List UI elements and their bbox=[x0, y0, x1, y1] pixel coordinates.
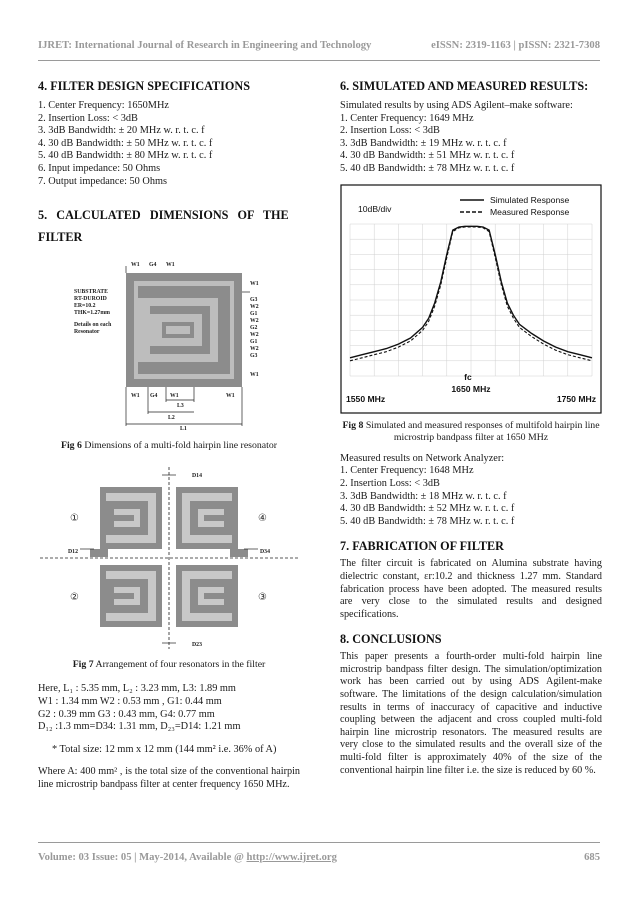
chart-x-tick: 1650 MHz bbox=[451, 383, 491, 394]
footer-rule bbox=[38, 842, 600, 843]
spec-item: 4. 30 dB Bandwidth: ± 50 MHz w. r. t. c. f bbox=[38, 137, 213, 149]
sim-item: 3. 3dB Bandwidth: ± 19 MHz w. r. t. c. f bbox=[340, 137, 507, 149]
legend-simulated: Simulated Response bbox=[490, 194, 570, 205]
fig6-substrate-line: SUBSTRATE bbox=[74, 289, 109, 296]
fig8-chart-svg bbox=[340, 184, 602, 414]
section4-title: 4. FILTER DESIGN SPECIFICATIONS bbox=[38, 79, 250, 93]
fig6-detail-line: Resonator bbox=[74, 329, 100, 336]
footer-prefix: Volume: 03 Issue: 05 | May-2014, Available @ bbox=[38, 852, 247, 863]
section8-title: 8. CONCLUSIONS bbox=[340, 632, 442, 647]
fig7-figure bbox=[38, 465, 300, 651]
fig6-right-label: G1 bbox=[250, 339, 258, 346]
where-paragraph: Where A: 400 mm² , is the total size of the conventional hairpin line microstrip bandpass filter at center frequency 1650 MHz. bbox=[38, 766, 300, 790]
section7-title: 7. FABRICATION OF FILTER bbox=[340, 539, 504, 554]
fig6-caption-text: Dimensions of a multi-fold hairpin line resonator bbox=[81, 440, 278, 452]
meas-item: 4. 30 dB Bandwidth: ± 52 MHz w. r. t. c. f bbox=[340, 503, 515, 515]
fig7-caption bbox=[38, 659, 300, 672]
fig6-right-label: W2 bbox=[250, 332, 259, 339]
fig6-right-label: G2 bbox=[250, 325, 258, 332]
issn: eISSN: 2319-1163 | pISSN: 2321-7308 bbox=[431, 40, 600, 51]
fig6-bottom-label: W1 bbox=[170, 393, 179, 400]
meas-intro: Measured results on Network Analyzer: bbox=[340, 452, 505, 464]
fig6-right-label: W2 bbox=[250, 346, 259, 353]
meas-item: 2. Insertion Loss: < 3dB bbox=[340, 477, 440, 489]
fig6-bottom-label: W1 bbox=[226, 393, 235, 400]
dimension-line: Here, L₁ : 5.35 mm, L₂ : 3.23 mm, L3: 1.89 mm bbox=[38, 683, 236, 695]
running-footer bbox=[38, 852, 600, 863]
dimension-line: G2 : 0.39 mm G3 : 0.43 mm, G4: 0.77 mm bbox=[38, 708, 215, 720]
sim-item: 4. 30 dB Bandwidth: ± 51 MHz w. r. t. c. f bbox=[340, 150, 515, 162]
fig6-dim-label: L3 bbox=[177, 403, 184, 410]
journal-name: IJRET: International Journal of Research in Engineering and Technology bbox=[38, 40, 372, 51]
fig6-right-label: W2 bbox=[250, 318, 259, 325]
fig6-substrate-line: ER=10.2 bbox=[74, 303, 96, 310]
section6-title: 6. SIMULATED AND MEASURED RESULTS: bbox=[340, 79, 589, 93]
fig7-port: ③ bbox=[258, 591, 267, 603]
fig6-detail-line: Details on each bbox=[74, 322, 112, 329]
spec-item: 6. Input impedance: 50 Ohms bbox=[38, 162, 161, 174]
chart-x-tick: 1750 MHz bbox=[556, 393, 596, 404]
sim-item: 5. 40 dB Bandwidth: ± 78 MHz w. r. t. c. f bbox=[340, 162, 515, 174]
fig6-right-label: W2 bbox=[250, 304, 259, 311]
fig6-figure bbox=[38, 254, 300, 430]
section5-title bbox=[38, 204, 300, 248]
fig7-label: D34 bbox=[260, 548, 270, 555]
section7-text: The filter circuit is fabricated on Alumina substrate having dielectric constant, εr:10.2 and thickness 1.27 mm. Standard fabrication process have been adopted. The measured results are very close to the simulated results and designed specifications. bbox=[340, 558, 602, 620]
fig7-caption-text: Arrangement of four resonators in the filter bbox=[93, 658, 266, 670]
fig6-substrate-line: RT-DUROID bbox=[74, 296, 107, 303]
fig8-caption bbox=[340, 420, 602, 445]
spec-item: 5. 40 dB Bandwidth: ± 80 MHz w. r. t. c. f bbox=[38, 150, 213, 162]
fig6-caption bbox=[38, 440, 300, 453]
right-column bbox=[340, 78, 602, 777]
total-size: * Total size: 12 mm x 12 mm (144 mm² i.e. 36% of A) bbox=[52, 743, 277, 755]
section5-title-line1: 5. CALCULATED DIMENSIONS OF THE bbox=[38, 208, 289, 223]
running-header bbox=[38, 40, 600, 51]
fig7-label: D14 bbox=[192, 472, 202, 479]
fig6-right-label: G3 bbox=[250, 297, 258, 304]
spec-item: 7. Output impedance: 50 Ohms bbox=[38, 175, 167, 187]
fig6-dim-label: L1 bbox=[180, 426, 187, 431]
fig6-right-label: G3 bbox=[250, 353, 258, 360]
header-rule bbox=[38, 60, 600, 61]
legend-measured: Measured Response bbox=[490, 206, 570, 217]
fig8-chart bbox=[340, 184, 602, 414]
sim-item: 2. Insertion Loss: < 3dB bbox=[340, 125, 440, 137]
spec-item: 1. Center Frequency: 1650MHz bbox=[38, 100, 169, 111]
section8-text: This paper presents a fourth-order multi-fold hairpin line microstrip bandpass filter design. The simulation/optimization work has been carried out by using ADS Agilent-make software. The limitations of the design calculation/simulation results in terms of inaccuracy of capacitive and inductive coupling between the adjacent and cross coupled multi-fold hairpin line microstrip resonators. The measured results are very close to the simulated results and the overall size of the multi-fold filter is approximately 40% of the size of the conventional hairpin line filter i.e. the size is reduced by 60 %. bbox=[340, 651, 602, 776]
fig6-top-label: G4 bbox=[149, 262, 157, 269]
fig7-resonator-arrangement bbox=[38, 465, 300, 651]
left-column bbox=[38, 78, 300, 792]
fig6-caption-label: Fig 6 bbox=[60, 440, 82, 452]
fig6-top-label: W1 bbox=[131, 262, 140, 269]
fig7-caption-label: Fig 7 bbox=[72, 658, 94, 670]
dimension-line: D₁₂ :1.3 mm=D34: 1.31 mm, D₂₃=D14: 1.21 mm bbox=[38, 721, 241, 733]
meas-item: 5. 40 dB Bandwidth: ± 78 MHz w. r. t. c. f bbox=[340, 515, 515, 527]
spec-item: 3. 3dB Bandwidth: ± 20 MHz w. r. t. c. f bbox=[38, 125, 205, 137]
sim-intro: Simulated results by using ADS Agilent–make software: bbox=[340, 100, 573, 111]
chart-scale-label: 10dB/div bbox=[358, 203, 392, 214]
fig7-label: D12 bbox=[68, 548, 78, 555]
fig8-caption-text: Simulated and measured responses of multifold hairpin line microstrip bandpass filter at 1650 MHz bbox=[363, 419, 600, 444]
dimension-line: W1 : 1.34 mm W2 : 0.53 mm , G1: 0.44 mm bbox=[38, 695, 222, 707]
chart-x-tick: 1550 MHz bbox=[346, 393, 386, 404]
fig7-port: ② bbox=[70, 591, 79, 603]
fig6-dim-label: L2 bbox=[168, 415, 175, 422]
meas-item: 1. Center Frequency: 1648 MHz bbox=[340, 465, 474, 477]
fig8-caption-label: Fig 8 bbox=[342, 419, 364, 431]
chart-center-label: fc bbox=[464, 371, 472, 382]
sim-item: 1. Center Frequency: 1649 MHz bbox=[340, 112, 474, 124]
fig6-bottom-label: W1 bbox=[131, 393, 140, 400]
fig6-bottom-label: G4 bbox=[150, 393, 158, 400]
fig7-port: ④ bbox=[258, 512, 267, 524]
fig7-label: D23 bbox=[192, 641, 202, 648]
fig6-right-label: W1 bbox=[250, 372, 259, 379]
fig6-top-label: W1 bbox=[166, 262, 175, 269]
fig6-right-label: G1 bbox=[250, 311, 258, 318]
fig6-resonator-drawing bbox=[38, 254, 300, 430]
section5-title-line2: FILTER bbox=[38, 230, 83, 245]
journal-link[interactable]: http://www.ijret.org bbox=[246, 852, 337, 863]
meas-item: 3. 3dB Bandwidth: ± 18 MHz w. r. t. c. f bbox=[340, 490, 507, 502]
spec-item: 2. Insertion Loss: < 3dB bbox=[38, 112, 138, 124]
fig7-port: ① bbox=[70, 512, 79, 524]
fig6-right-label: W1 bbox=[250, 281, 259, 288]
page-number: 685 bbox=[584, 852, 600, 863]
fig6-substrate-line: THK=1.27mm bbox=[74, 310, 110, 317]
